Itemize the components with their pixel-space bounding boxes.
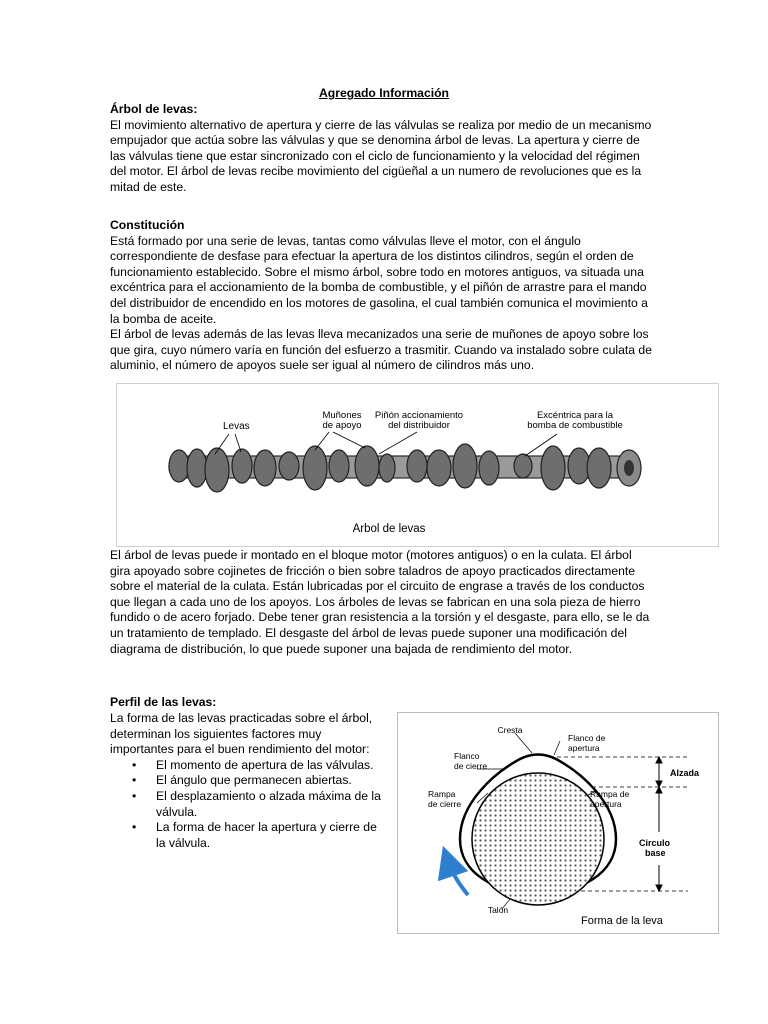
section-heading: Constitución <box>110 218 185 232</box>
label-flanco-apertura: Flanco de <box>568 733 606 743</box>
list-item <box>110 820 385 851</box>
label-rampa-apertura: Rampa de <box>590 789 630 799</box>
label-circulo: Circulo <box>639 838 671 848</box>
paragraph: El árbol de levas puede ir montado en el bloque motor (motores antiguos) o en la culata. El árbol gira apoyado sobre cojinetes de fricción o bien sobre taladros de apoyo practicados directamente sobre el material de la culata. Están lubricadas por el circuito de engrase a través de los conductos que llegan a cada uno de los apoyos. Los árboles de levas se fabrican en una sola pieza de hierro fundido o de acero forjado. Debe tener gran resistencia a la torsión y el desgaste, para ello, se le da un tratamiento de templado. El desgaste del árbol de levas puede suponer una modificación del diagrama de distribución, lo que puede suponer una bajada de rendimiento del motor. <box>110 548 650 656</box>
factors-list <box>110 758 385 852</box>
label-excentrica-2: bomba de combustible <box>527 420 623 431</box>
section-arbol-de-levas <box>110 102 655 196</box>
list-item-text: El desplazamiento o alzada máxima de la válvula. <box>156 788 381 819</box>
cam-profile-figure <box>397 712 719 934</box>
label-rampa-cierre-2: de cierre <box>428 799 462 809</box>
label-flanco-apertura-2: apertura <box>568 743 600 753</box>
label-alzada: Alzada <box>670 768 700 778</box>
section-heading: Perfil de las levas: <box>110 695 217 709</box>
label-talon: Talón <box>487 905 509 915</box>
paragraph: El movimiento alternativo de apertura y cierre de las válvulas se realiza por medio de un mecanismo empujador que actúa sobre las válvulas y que se denomina árbol de levas. La apertura y cierre de las válvulas tiene que estar sincronizado con el ciclo de funcionamiento y la velocidad del régimen del motor. El árbol de levas recibe movimiento del cigüeñal a un numero de revoluciones que es la mitad de este. <box>110 117 652 194</box>
bullet: • <box>132 788 137 803</box>
paragraph: Está formado por una serie de levas, tantas como válvulas lleve el motor, con el ángulo correspondiente de desfase para efectuar la apertura de los distintos cilindros, según el orden de funcionamiento establecido. Sobre el mismo árbol, sobre todo en motores antiguos, va situada una excéntrica para el accionamiento de la bomba de combustible, y el piñón de arrastre para el mando del distribuidor de encendido en los motores de gasolina, el cual también comunica el movimiento a la bomba de aceite. <box>110 233 648 326</box>
label-flanco-cierre: Flanco <box>454 751 480 761</box>
paragraph-montaje <box>110 548 655 657</box>
label-circulo-base: base <box>645 848 666 858</box>
section-perfil-heading-wrap <box>110 695 655 711</box>
label-munones-2: de apoyo <box>322 420 362 431</box>
label-flanco-cierre-2: de cierre <box>454 761 488 771</box>
cam-profile-illustration <box>398 713 718 933</box>
label-rampa-apertura-2: apertura <box>590 799 622 809</box>
label-levas: Levas <box>223 421 250 432</box>
page-title: Agregado Información <box>318 86 449 100</box>
list-item <box>110 789 385 820</box>
section-perfil <box>110 711 385 851</box>
list-item <box>110 773 385 789</box>
label-excentrica: Excéntrica para la <box>536 410 614 421</box>
label-rampa-cierre: Rampa <box>428 789 456 799</box>
section-constitucion <box>110 218 655 374</box>
paragraph: El árbol de levas además de las levas lleva mecanizados una serie de muñones de apoyo sobre los que gira, cuyo número varía en función del esfuerzo a trasmitir. Cuando va instalado sobre culata de aluminio, el número de apoyos suele ser igual al número de cilindros más uno. <box>110 327 652 373</box>
paragraph: La forma de las levas practicadas sobre el árbol, determinan los siguientes factores muy importantes para el buen rendimiento del motor: <box>110 711 373 757</box>
list-item <box>110 758 385 774</box>
list-item-text: El ángulo que permanecen abiertas. <box>156 773 352 788</box>
camshaft-figure <box>116 383 719 547</box>
figure-caption: Arbol de levas <box>352 523 426 535</box>
label-munones: Muñones <box>322 410 362 421</box>
bullet: • <box>132 773 137 788</box>
label-cresta: Cresta <box>497 725 523 735</box>
camshaft-illustration <box>117 384 718 546</box>
label-pinon: Piñón accionamiento <box>374 410 464 421</box>
bullet: • <box>132 820 137 835</box>
bullet: • <box>132 757 137 772</box>
list-item-text: El momento de apertura de las válvulas. <box>156 757 374 772</box>
figure-caption: Forma de la leva <box>581 915 663 927</box>
list-item-text: La forma de hacer la apertura y cierre de la válvula. <box>156 820 377 850</box>
label-pinon-2: del distribuidor <box>388 420 450 431</box>
section-heading: Árbol de levas: <box>110 102 198 116</box>
